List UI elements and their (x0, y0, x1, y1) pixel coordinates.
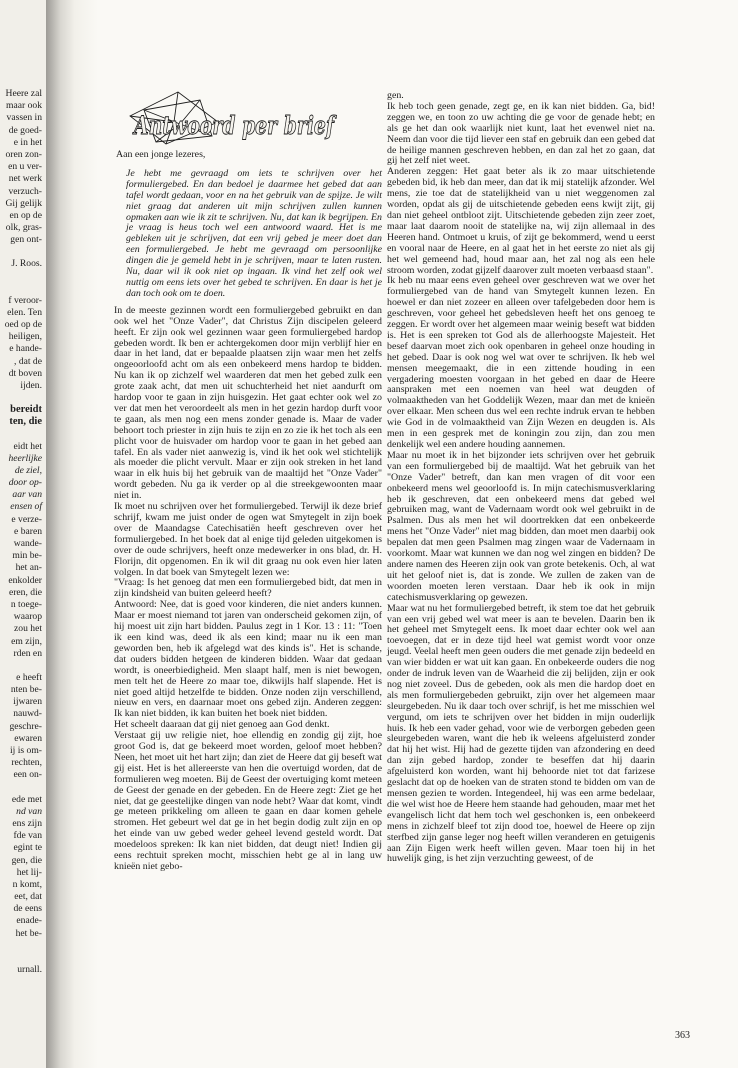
prev-line: en op de (9, 209, 42, 221)
prev-line: net werk (8, 173, 42, 185)
page-number: 363 (675, 1030, 690, 1041)
prev-line: em zijn, (11, 635, 42, 647)
prev-line: n komt, (12, 878, 42, 890)
prev-line: e in het (13, 136, 42, 148)
header-title: Antwoord per brief (132, 111, 338, 140)
prev-line: zou het (14, 623, 42, 635)
prev-footer: urnall. (17, 963, 42, 975)
prev-line: f veroor- (8, 294, 42, 306)
prev-line: ijwaren (13, 696, 42, 708)
prev-line: de goed- (8, 124, 42, 136)
prev-line: nd van (16, 805, 42, 817)
body-paragraph: gen. (387, 90, 404, 101)
prev-line: het be- (15, 927, 42, 939)
prev-line: e baren (14, 525, 42, 537)
prev-line: heiligen, (8, 331, 42, 343)
prev-line: ensen of (10, 501, 42, 513)
prev-line: eet, dat (14, 891, 42, 903)
body-paragraph: Verstaat gij uw religie niet, hoe ellendig en zondig gij zijt, hoe groot God is, dat ge bekeerd moet worden, geloof moet hebben? Neen, het moet uit het hart zijn; dan ziet de Heere dat gij beseft wat gij eist. Het is het allereerste van hen die overtuigd worden, dat de formulieren weg moeten. Bij de Geest der overtuiging komt meteen de Geest der genade en der gebeden. En de Heere zegt: Ziet ge het niet, dat ge geestelijke dingen van node hebt? Waar dat komt, vindt ge meteen prikkeling om alleen te gaan en daar komen gehele stromen. Het gebeurt wel dat ge in het begin dodig zult zijn en op het einde van uw gebed weder geheel levend gesteld wordt. Dat moedeloos spreken: Ik kan niet bidden, dat deugt niet! Indien gij eens rechtuit spreken mocht, misschien hebt ge al in lang uw knieën niet gebo- (114, 730, 382, 872)
prev-line: dt boven (8, 367, 42, 379)
prev-line: wande- (13, 538, 42, 549)
prev-line: ede met (11, 793, 42, 805)
prev-line: ij is om- (10, 745, 42, 756)
body-paragraph: Het scheelt daaraan dat gij niet genoeg aan God denkt. (114, 719, 330, 731)
body-paragraph: Ik moet nu schrijven over het formuliergebed. Terwijl ik deze brief schrijf, kwam me juist onder de ogen wat Smytegelt in zijn boek over de Maandagse Catechisatiën heeft geschreven over het formuliergebed. In het boek dat al enige tijd geleden uitgekomen is over de oude schrijvers, heeft onze medewerker in ons blad, dr. H. Florijn, dit opgenomen. En ik wil dit graag nu ook even hier laten volgen. In dat boek van Smytegelt lezen we: (114, 501, 382, 578)
prev-line: gen, die (11, 854, 42, 866)
prev-line: nauwd- (13, 708, 42, 720)
prev-line: enade- (16, 915, 42, 927)
prev-line: eren, die (8, 586, 42, 598)
envelope-logo-icon (108, 86, 342, 150)
prev-line: rden en (13, 647, 42, 659)
prev-line: elen. Ten (7, 306, 42, 318)
prev-line: rechten, (11, 757, 42, 769)
magazine-page (98, 0, 738, 1068)
prev-line: n toege- (10, 598, 42, 610)
prev-line: nten be- (10, 684, 42, 696)
prev-line: vassen in (6, 112, 42, 124)
prev-line: geschre- (9, 720, 42, 732)
prev-line: olk, gras- (5, 222, 42, 234)
salutation: Aan een jonge lezeres, (116, 149, 206, 160)
prev-line: door op- (8, 477, 42, 489)
prev-line: gen ont- (10, 234, 42, 246)
prev-line: en u ver- (8, 161, 42, 173)
body-paragraph: "Vraag: Is het genoeg dat men een formuliergebed bidt, dat men in zijn kindsheid van buiten geleerd heeft? (114, 577, 382, 600)
prev-line: oed op de (4, 319, 42, 330)
body-paragraph: Ik heb toch geen genade, zegt ge, en ik kan niet bidden. Ga, bid! zeggen we, en toon zo uw achting die ge voor de genade hebt; en als ge het dan ook waarlijk niet kunt, laat het evenwel niet na. Neem dan voor die tijd liever een staf en gebruik dan een gebed dat de heilige mannen geschreven hebben, en dan zal het zo gaan, dat gij het zelf niet weet. (387, 100, 655, 167)
prev-heading: ten, die (9, 416, 42, 428)
prev-line: het an- (15, 562, 42, 574)
book-gutter (46, 0, 98, 1068)
prev-line: oren zon- (5, 148, 42, 160)
prev-line: de eens (13, 903, 42, 915)
body-paragraph: Maar nu moet ik in het bijzonder iets schrijven over het gebruik van een formuliergebed bij de maaltijd. Wat het gebruik van het "Onze Vader" betreft, dan kan men vragen of dit voor een onbekeerd mens wel geoorloofd is. In mijn catechismusverklaring heb ik geschreven, dat een onbekeerd mens dat gebed wel gebruiken mag, want de Vadernaam wordt ook wel gebruikt in de Psalmen. Dus als men het wil doortrekken dat een onbekeerde mens het "Onze Vader" niet mag bidden, dan moet men daarbij ook bepalen dat men geen Psalmen mag zingen waar de Vadernaam in voorkomt. Maar wat kunnen we dan nog wel zingen en bidden? De andere namen des Heeren zijn ook van grote betekenis. Och, al wat uit het geloof niet is, dat is zonde. We zullen de zaken van de woorden moeten leren verstaan. Daar heb ik ook in mijn catechismusverklaring op gewezen. (387, 449, 655, 603)
previous-page-column (0, 88, 42, 976)
left-column (114, 150, 382, 873)
prev-line: fde van (13, 830, 42, 842)
body-paragraph: Antwoord: Nee, dat is goed voor kinderen, die niet anders kunnen. Maar er moest niemand tot jaren van onderscheid gekomen zijn, of hij moest uit zijn hart bidden. Paulus zegt in 1 Kor. 13 : 11: "Toen ik een kind was, deed ik als een kind; maar nu ik een man geworden ben, heb ik afgelegd wat des kinds is". Het is schande, dat ouders bidden hetgeen de kinderen bidden. Waar dat gedaan wordt, is oneerbiedigheid. Men slaapt half, men is niet bewogen, men telt het de Heere zo maar toe, dikwijls half slapende. Het is niet goed altijd hetzelfde te bidden. Onze noden zijn verschillend, nieuw en vers, en daarnaar moet ons gebed zijn. Anderen zeggen: Ik kan niet bidden, ik kan buiten het boek niet bidden. (114, 599, 382, 720)
prev-line: e hande- (9, 343, 42, 355)
prev-line: Gij gelijk (5, 197, 42, 209)
prev-line: aar van (12, 489, 42, 501)
prev-heading: bereidt (10, 404, 42, 416)
body-paragraph: In de meeste gezinnen wordt een formuliergebed gebruikt en dan ook wel het "Onze Vader", dat Christus Zijn discipelen geleerd heeft. Er zijn ook wel gezinnen waar geen formuliergebed hardop gebeden wordt. Ik ben er achtergekomen door mijn verblijf hier en daar in het land, dat er bepaalde plaatsen zijn waar men het zelfs ongeoorloofd acht om als een onbekeerd mens hardop te bidden. Nu kan ik op zichzelf wel waarderen dat men het gebed zulk een grote zaak acht, dat men uit schuchterheid het niet aandurft om hardop voor te gaan in zijn huisgezin. Het gaat echter ook wel zo ver dat men het veroordeelt als men in het gezin hardop durft voor te gaan, als men nog een mens zonder genade is. Maar de vader behoort toch priester in zijn huis te zijn en zo zie ik het toch als een plicht voor de huisvader om hardop voor te gaan in het gebed aan tafel. En als vader niet aanwezig is, vind ik het ook wel stichtelijk als moeder die plicht vervult. Maar er zijn ook streken in het land waar in elk huis bij het gebruik van de maaltijd het "Onze Vader" wordt gebeden. Nu ga ik verder op al die streekgewoonten maar niet in. (114, 304, 382, 502)
prev-line: enkolder (8, 574, 42, 586)
prev-line: het lij- (16, 866, 42, 878)
prev-line: ewaren (14, 732, 42, 744)
prev-line: min be- (12, 550, 42, 562)
prev-line: eidt het (13, 440, 42, 452)
prev-line: ens zijn (12, 817, 42, 829)
prev-line: ijden. (20, 379, 42, 391)
prev-line: , dat de (14, 355, 42, 367)
prev-line: Heere zal (5, 88, 42, 99)
prev-line: e heeft (16, 671, 42, 683)
body-paragraph: Anderen zeggen: Het gaat beter als ik zo maar uitschietende gebeden bid, ik heb dan meer, dan dat ik mij statelijk afzonder. Wel mens, zie toe dat de statelijkheid van u niet weggenomen zal worden, opdat als gij de uitschietende gebeden eens kwijt zijt, gij dan niet geheel ontbloot zijt. Uitschietende gebeden zijn zeer zoet, maar laat daarom nooit de statelijke na, wij zijn allemaal in des Heeren hand. Ontmoet u kruis, of zijt ge bekommerd, wend u eerst en vooral naar de Heere, en al gaat het in het eerste zo niet als gij het wel gemeend had, houd maar aan, het zal nog als een hele stroom worden, zodat gijzelf daarover zult moeten verbaasd staan". (387, 166, 655, 276)
prev-line: heerlijke (8, 452, 42, 464)
prev-line: maar ook (6, 100, 42, 112)
body-paragraph: Ik heb nu maar eens even geheel over geschreven wat we over het formuliergebed van de hand van Smytegelt kunnen lezen. En hoewel er dan niet zozeer en alleen over tafelgebeden door hem is geschreven, voor geheel het gebedsleven heeft het ons genoeg te zeggen. Er wordt over het algemeen maar weinig beseft wat bidden is. Het is een spreken tot God als de allerhoogste Majesteit. Het besef daarvan moet zich ook openbaren in geheel onze houding in het gebed. Daar is ook nog wel wat over te schrijven. Ik heb wel mensen meegemaakt, die in een zittende houding in een vergadering moesten voorgaan in het gebed en daar de Heere aanspraken met een noemen van heel wat deugden of volmaaktheden van het Goddelijk Wezen, maar dan met de knieën over elkaar. Men scheen dus wel een rechte indruk ervan te hebben wie God in de volmaaktheid van Zijn Wezen en deugden is. Als men in een gesprek met de koningin zou zijn, dan zou men denkelijk wel een andere houding aannemen. (387, 275, 655, 450)
previous-page-edge (0, 0, 46, 1068)
prev-line: e verze- (11, 513, 42, 525)
prev-line: de ziel, (14, 464, 42, 476)
column-header (108, 86, 342, 150)
prev-line: egint te (13, 842, 42, 854)
prev-line: verzuch- (8, 185, 42, 197)
right-column (387, 91, 655, 865)
prev-signature: J. Roos. (11, 258, 42, 270)
prev-line: waarop (13, 611, 42, 623)
intro-paragraph: Je hebt me gevraagd om iets te schrijven over het formuliergebed. En dan bedoel je daarmee het gebed dat aan tafel wordt gedaan, voor en na het gebruik van de spijze. Je wilt niet graag dat anderen uit mijn schrijven zullen kunnen opmaken aan wie ik zit te schrijven. Nu, dat kan ik begrijpen. En je vraag is heus toch wel een antwoord waard. Het is me gebleken uit je schrijven, dat een vrij gebed je meer doet dan een formuliergebed. Je hebt me gevraagd om persoonlijke dingen die je gemeld hebt in je schrijven, maar te laten rusten. Nu, daar wil ik ook niet op ingaan. Ik vind het zelf ook wel nuttig om eens iets over het gebed te schrijven. En daar is het je dan toch ook om te doen. (126, 167, 382, 299)
prev-line: een on- (13, 769, 42, 781)
body-paragraph: Maar wat nu het formuliergebed betreft, ik stem toe dat het gebruik van een vrij gebed wel wat meer is aan te bevelen. Daarin ben ik het geheel met Smytegelt eens. Ik moet daar echter ook wel aan toevoegen, dat er in deze tijd heel wat gemist wordt voor onze jeugd. Veelal heeft men geen ouders die met genade zijn bedeeld en van wier bidden er wat uit kan gaan. En onbekeerde ouders die nog onder de indruk leven van de Waarheid die zij belijden, zijn er ook nog niet zoveel. Dus de gebeden, ook als men die hardop doet en als men formuliergebeden gebruikt, zijn over het algemeen maar sleurgebeden. Nu ik daar toch over schrijf, is het me misschien wel vergund, om iets te schrijven over het bidden in mijn ouderlijk huis. Ik heb een vader gehad, voor wie de verborgen gebeden geen sleurgebeden waren, want die heb ik weleens afgeluisterd zonder dat hij het wist. Hij had de gezette tijden van afzondering en deed dan zijn gebed hardop, zonder te beseffen dat hij daarin afgeluisterd kon worden, want hij behoorde niet tot dat farizese geslacht dat op de hoeken van de straten stond te bidden om van de mensen gezien te worden. Integendeel, hij was een arme bedelaar, die wel wist hoe de Heere hem staande had gehouden, maar met het evangelisch licht dat hem toch wel geschonken is, een onbekeerd mens in zichzelf bleef tot zijn dood toe, hoewel de Heere op zijn sterfbed zijn ganse leger nog heeft willen veranderen en getuigenis aan Zijn Eigen werk heeft willen geven. Maar toen hij in het huwelijk ging, is het zijn verzuchting geweest, of de (387, 602, 655, 865)
